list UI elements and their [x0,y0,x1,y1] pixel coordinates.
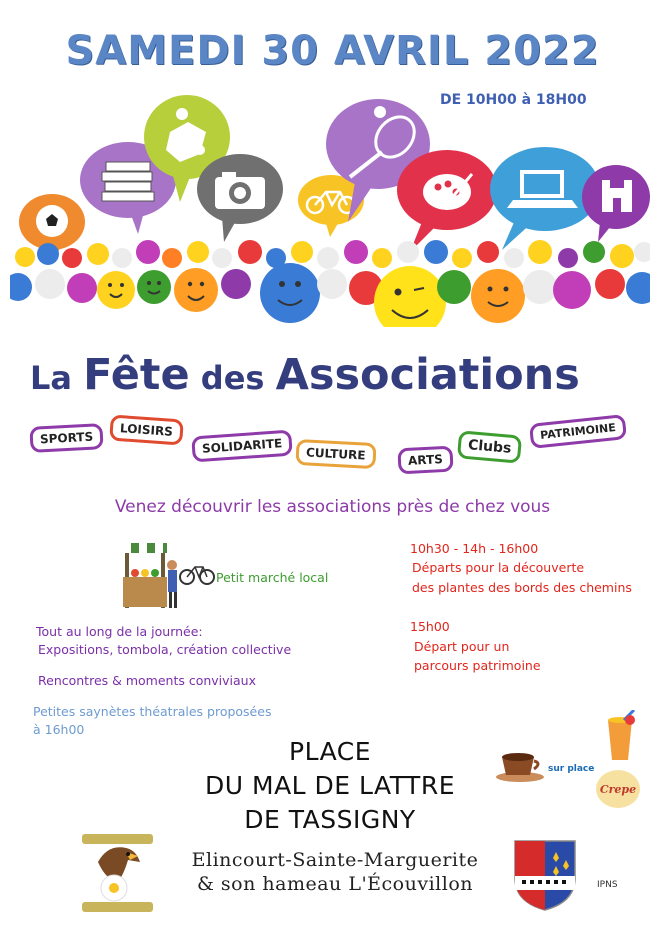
fete-title-des: des [189,359,276,397]
walk-desc-2a: Départ pour un [414,639,510,654]
walk-times-2: 15h00 [410,619,450,634]
town-eagle-logo-icon [80,832,155,914]
town-name [165,848,505,896]
location-line-2: DU MAL DE LATTRE [205,771,455,800]
associations-illustration [10,92,650,327]
tag-clubs: Clubs [457,430,523,463]
theatre-text-2: à 16h00 [33,722,85,737]
category-tags [0,405,665,485]
fete-title-fete: Fête [83,350,190,400]
market-label: Petit marché local [216,570,329,585]
fete-title [30,350,580,400]
tag-solidarite: SOLIDARITE [191,430,293,463]
town-line-2: & son hameau L'Écouvillon [196,873,473,895]
tag-culture: CULTURE [295,439,376,469]
fete-title-associations: Associations [275,350,580,400]
event-hours: DE 10H00 à 18H00 [440,92,587,108]
sur-place-label: sur place [548,764,595,774]
crepe-label: Crepe [599,782,637,796]
fete-title-la: La [30,359,84,397]
activities-text: Expositions, tombola, création collective [38,642,292,657]
coffee-cup-icon [494,745,546,783]
ipns-notice: IPNS [597,880,618,890]
meetings-text: Rencontres & moments conviviaux [38,673,257,688]
smiley-crowd [10,240,650,327]
tag-arts: ARTS [397,446,453,475]
theatre-text-1: Petites saynètes théatrales proposées [33,704,272,719]
cocktail-drink-icon [600,710,640,764]
event-date-title: SAMEDI 30 AVRIL 2022 [65,28,600,74]
tag-sports: SPORTS [29,423,103,453]
walk-desc-1a: Départs pour la découverte [412,560,585,575]
crepe-badge [596,770,640,808]
market-stall-icon [115,535,215,613]
coat-of-arms-icon [512,838,578,912]
walk-times-1: 10h30 - 14h - 16h00 [410,541,539,556]
palette-icon [397,150,497,252]
invite-text: Venez découvrir les associations près de chez vous [114,497,551,517]
location-line-3: DE TASSIGNY [244,805,416,834]
tag-loisirs: LOISIRS [109,414,184,445]
tag-patrimoine: PATRIMOINE [529,414,627,449]
location-line-1: PLACE [289,737,371,766]
camera-icon [197,154,283,242]
walk-desc-1b: des plantes des bords des chemins [412,580,632,595]
all-day-label: Tout au long de la journée: [36,624,203,639]
event-location [170,735,490,837]
walk-desc-2b: parcours patrimoine [414,658,541,673]
castle-icon [582,165,650,242]
town-line-1: Elincourt-Sainte-Marguerite [191,849,479,871]
